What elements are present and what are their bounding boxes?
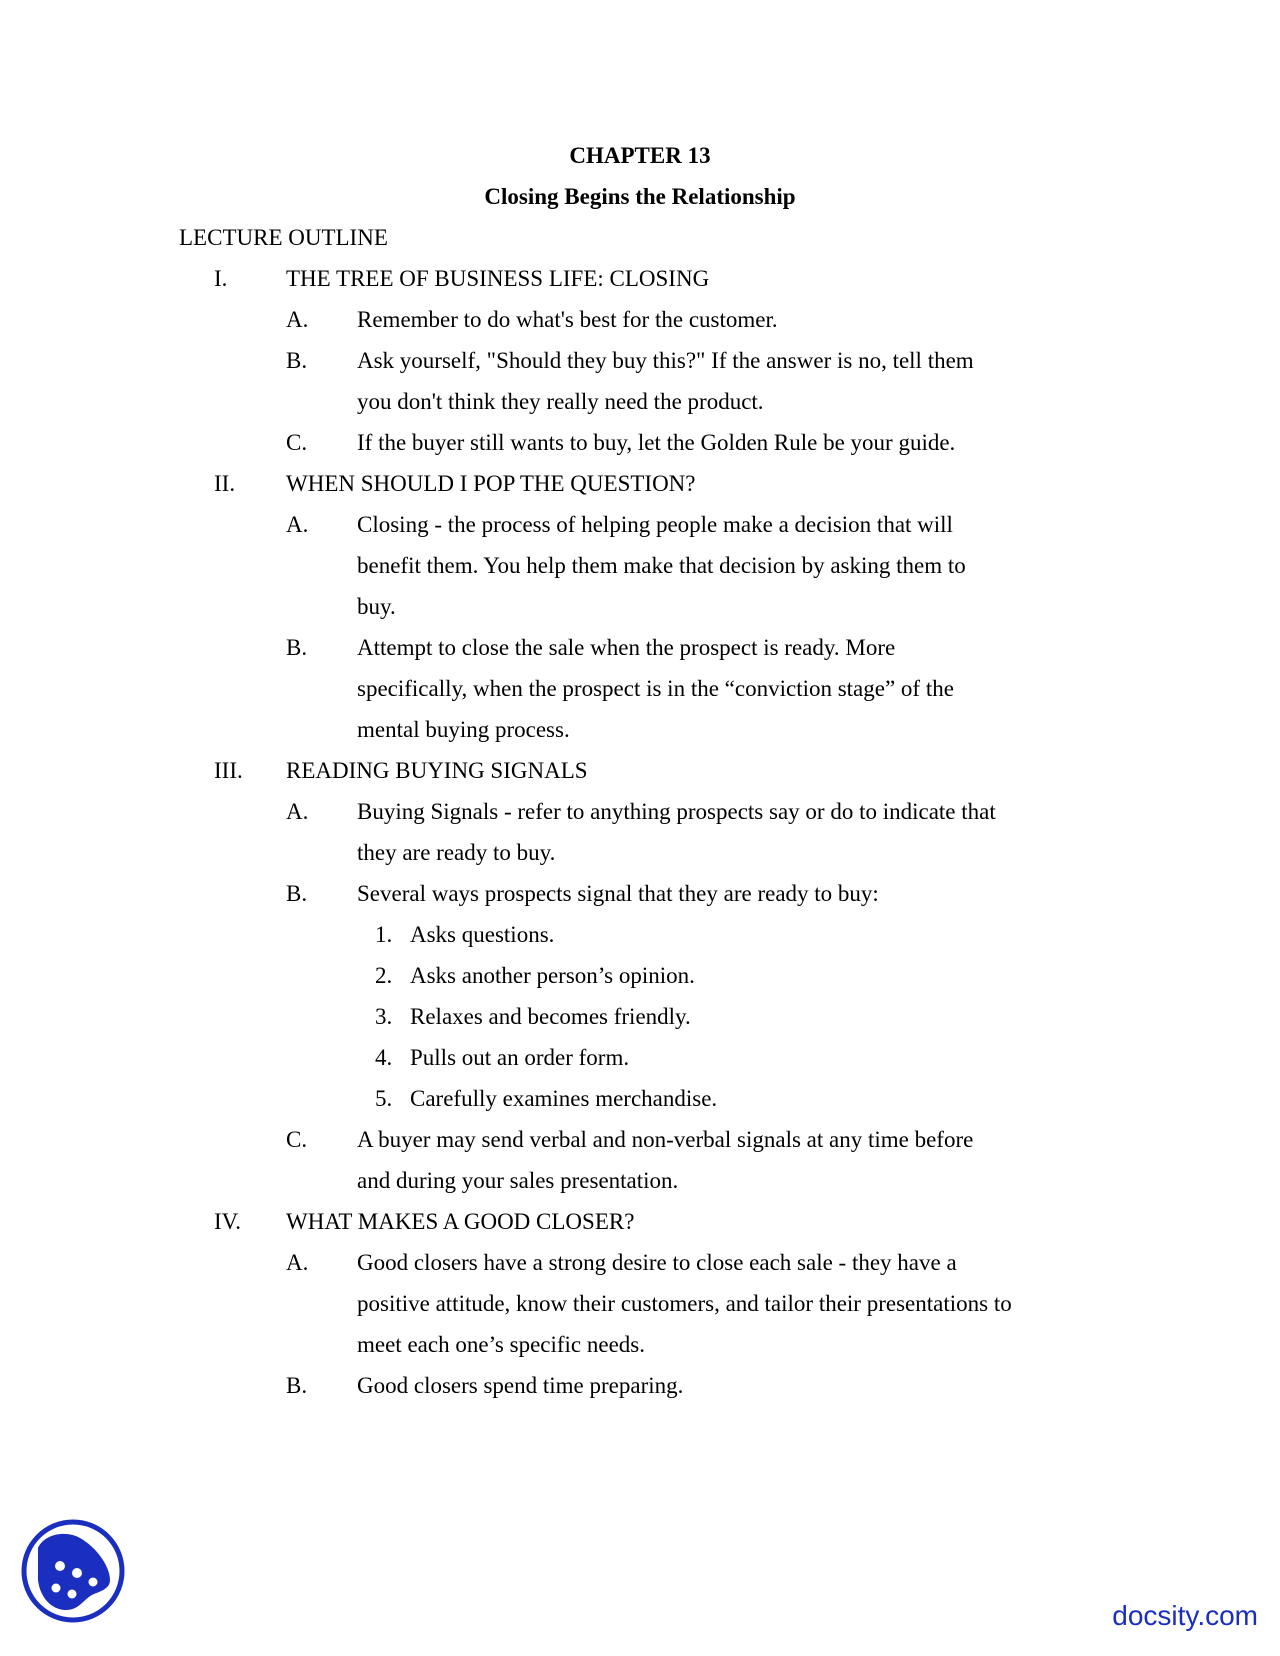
item-text-line: If the buyer still wants to buy, let the Golden Rule be your guide. (357, 430, 956, 455)
docsity-brand-text[interactable]: docsity.com (1112, 1600, 1258, 1631)
item-letter: A. (286, 307, 309, 332)
item-text-line: Closing - the process of helping people make a decision that will (357, 512, 953, 537)
item-text-line: specifically, when the prospect is in the “conviction stage” of the (357, 676, 954, 701)
item-text-line: Buying Signals - refer to anything prospects say or do to indicate that (357, 799, 996, 824)
item-text-line: Good closers spend time preparing. (357, 1373, 684, 1398)
subitem-text: Relaxes and becomes friendly. (410, 1004, 691, 1029)
item-text-line: Ask yourself, "Should they buy this?" If the answer is no, tell them (357, 348, 974, 373)
subitem-number: 3. (375, 1004, 393, 1029)
item-letter: B. (286, 348, 308, 373)
section-numeral: I. (214, 266, 228, 291)
item-text-line: Attempt to close the sale when the prospect is ready. More (357, 635, 896, 660)
item-text-line: you don't think they really need the product. (357, 389, 764, 414)
section-heading: THE TREE OF BUSINESS LIFE: CLOSING (286, 266, 710, 291)
subitem-text: Pulls out an order form. (410, 1045, 630, 1070)
item-text-line: positive attitude, know their customers, and tailor their presentations to (357, 1291, 1012, 1316)
subitem-number: 1. (375, 922, 393, 947)
item-letter: B. (286, 881, 308, 906)
item-letter: A. (286, 799, 309, 824)
item-text-line: benefit them. You help them make that decision by asking them to (357, 553, 966, 578)
docsity-logo-icon (20, 1518, 130, 1628)
item-letter: A. (286, 512, 309, 537)
item-letter: C. (286, 430, 308, 455)
subitem-number: 4. (375, 1045, 393, 1070)
item-text-line: mental buying process. (357, 717, 570, 742)
outline-heading: LECTURE OUTLINE (179, 225, 388, 250)
section-numeral: IV. (214, 1209, 242, 1234)
item-text-line: A buyer may send verbal and non-verbal signals at any time before (357, 1127, 974, 1152)
subitem-text: Asks another person’s opinion. (410, 963, 695, 988)
section-heading: WHAT MAKES A GOOD CLOSER? (286, 1209, 635, 1234)
subitem-number: 2. (375, 963, 393, 988)
item-text-line: they are ready to buy. (357, 840, 556, 865)
section-heading: READING BUYING SIGNALS (286, 758, 588, 783)
item-letter: C. (286, 1127, 308, 1152)
section-numeral: III. (214, 758, 243, 783)
item-letter: B. (286, 1373, 308, 1398)
subitem-number: 5. (375, 1086, 393, 1111)
item-text-line: Good closers have a strong desire to close each sale - they have a (357, 1250, 957, 1275)
item-text-line: buy. (357, 594, 396, 619)
subitem-text: Carefully examines merchandise. (410, 1086, 718, 1111)
item-text-line: Several ways prospects signal that they are ready to buy: (357, 881, 879, 906)
item-letter: A. (286, 1250, 309, 1275)
item-letter: B. (286, 635, 308, 660)
section-numeral: II. (214, 471, 236, 496)
section-heading: WHEN SHOULD I POP THE QUESTION? (286, 471, 696, 496)
chapter-title: Closing Begins the Relationship (484, 184, 796, 209)
chapter-number: CHAPTER 13 (569, 143, 711, 168)
item-text-line: and during your sales presentation. (357, 1168, 679, 1193)
subitem-text: Asks questions. (410, 922, 555, 947)
item-text-line: meet each one’s specific needs. (357, 1332, 646, 1357)
item-text-line: Remember to do what's best for the customer. (357, 307, 778, 332)
